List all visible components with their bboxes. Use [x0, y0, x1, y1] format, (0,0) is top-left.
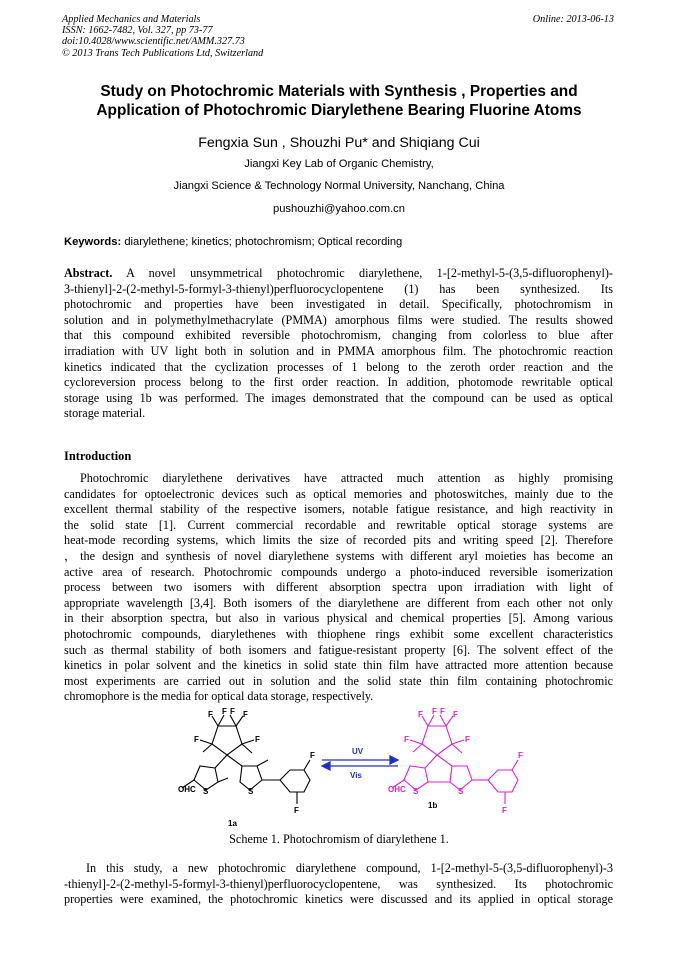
online-date: Online: 2013-06-13 [532, 14, 614, 25]
study-paragraph [64, 861, 613, 908]
label-f: F [465, 735, 470, 744]
abstract-line [64, 266, 613, 282]
intro-line: most experiments are carried out in solution and the solid state thin film containing photochromic [64, 673, 613, 688]
intro-line: kinetics in polar solvent and the kinetics in solid state thin film have attracted more attention because [64, 658, 613, 673]
introduction-heading: Introduction [64, 449, 132, 463]
keywords [64, 236, 402, 248]
vis-label: Vis [350, 771, 362, 780]
intro-line: appropriate wavelength [3,4]. Both isomers of the diarylethene are different from each other not only [64, 595, 613, 610]
author-email: pushouzhi@yahoo.com.cn [272, 203, 405, 215]
journal-doi: doi:10.4028/www.scientific.net/AMM.327.73 [62, 36, 245, 48]
label-f: F [453, 710, 458, 719]
abstract-line: that this compound exhibited reversible photochromism, changing from colorless to blue after [64, 328, 613, 343]
label-f: F [404, 735, 409, 744]
title-line-2: Application of Photochromic Diarylethene Bearing Fluorine Atoms [96, 102, 582, 119]
abstract-paragraph [64, 266, 613, 422]
intro-line: active area of research. Photochromic compounds undergo a photo-induced reversible isomerization [64, 564, 613, 579]
label-f: F [518, 751, 523, 760]
label-f: F [208, 710, 213, 719]
label-f: F [255, 735, 260, 744]
journal-copyright: © 2013 Trans Tech Publications Ltd, Switzerland [62, 47, 264, 59]
abstract-line-text: A novel unsymmetrical photochromic diarylethene, 1-[2-methyl-5-(3,5-difluorophenyl)- [112, 266, 613, 280]
intro-line: ，the design and synthesis of novel diarylethene systems with different aryl moieties has become an [64, 548, 613, 563]
intro-line: Photochromic diarylethene derivatives have attracted much attention as highly promising [80, 471, 613, 485]
label-s: S [248, 787, 254, 796]
keywords-label: Keywords: [64, 236, 122, 248]
abstract-line: irradiation with UV light both in solution and in PMMA amorphous film. The photochromic reaction [64, 343, 613, 358]
abstract-line: cycloreversion process belong to the first order reaction. In addition, photomode rewritable optical [64, 375, 613, 390]
molecule-1b [392, 715, 518, 804]
abstract-line: storage using 1b was performed. The images demonstrated that the compound can be used as optical [64, 390, 613, 405]
label-s: S [413, 787, 419, 796]
study-line: In this study, a new photochromic diarylethene compound, 1-[2-methyl-5-(3,5-difluorophenyl)-3 [86, 861, 613, 875]
label-cho: OHC [388, 785, 406, 794]
molecule-1a [182, 715, 310, 804]
intro-line: such as thermal stability of both isomers and fatigue-resistant property [6]. The solvent effect of the [64, 642, 613, 657]
intro-line: excellent thermal stability of the respective isomers, notable fatigue resistance, and high reactivity in [64, 502, 613, 517]
abstract-line: kinetics indicated that the cyclization processes of 1 belong to the zeroth order reaction and the [64, 359, 613, 374]
abstract-line: solution and in polymethylmethacrylate (PMMA) amorphous films were studied. The results showed [64, 312, 613, 327]
intro-line: in their absorption spectra, but also in various physical and chemical properties [5]. Among various [64, 611, 613, 626]
label-f: F [310, 751, 315, 760]
label-s: S [458, 787, 464, 796]
abstract-line: 3-thienyl]-2-(2-methyl-5-formyl-3-thienyl)perfluorocyclopentene (1) has been synthesized. Its [64, 281, 613, 296]
label-f: F [222, 708, 227, 716]
label-1a: 1a [228, 819, 237, 828]
journal-issn: ISSN: 1662-7482, Vol. 327, pp 73-77 [62, 25, 213, 37]
study-line: -thienyl]-2-(2-methyl-5-formyl-3-thienyl)perfluorocyclopentene, was synthesized. Its photochromic [64, 876, 613, 891]
scheme-caption: Scheme 1. Photochromism of diarylethene 1. [229, 832, 449, 846]
label-f: F [194, 735, 199, 744]
label-f: F [440, 708, 445, 716]
label-f: F [418, 710, 423, 719]
label-f: F [502, 806, 507, 815]
abstract-line: photochromic and properties have been investigated in detail. Specifically, photochromism in [64, 297, 613, 312]
author-list: Fengxia Sun , Shouzhi Pu* and Shiqiang Cui [198, 135, 480, 151]
photochromism-scheme [170, 708, 550, 830]
label-cho: OHC [178, 785, 196, 794]
intro-line: chromophore is the media for optical data storage, respectively. [64, 689, 374, 704]
study-line: properties were examined, the photochromic kinetics were discussed and its applied in optical storage [64, 892, 613, 907]
reaction-arrows [322, 756, 398, 770]
uv-label: UV [352, 747, 364, 756]
intro-line: photochromic compounds, diarylethenes with thiophene rings exhibit some excellent characteristics [64, 626, 613, 641]
journal-name: Applied Mechanics and Materials [62, 14, 201, 25]
label-f: F [243, 710, 248, 719]
abstract-label: Abstract. [64, 266, 113, 280]
label-s: S [203, 787, 209, 796]
paper-title [40, 82, 638, 120]
keywords-text: diarylethene; kinetics; photochromism; Optical recording [124, 236, 403, 248]
intro-line: the solid state [1]. Current commercial recordable and rewritable optical storage systems are [64, 517, 613, 532]
intro-line: process between two isomers with different absorption spectra upon irradiation with light of [64, 580, 613, 595]
affiliation-line-2: Jiangxi Science & Technology Normal University, Nanchang, China [173, 180, 505, 192]
abstract-line: storage material. [64, 406, 146, 421]
label-f: F [230, 708, 235, 716]
affiliation-line-1: Jiangxi Key Lab of Organic Chemistry, [244, 158, 434, 170]
intro-line: candidates for optoelectronic devices such as optical memories and photoswitches, mainly due to the [64, 486, 613, 501]
intro-line: heat-mode recording systems, which limits the size of recorded pits and writing speed [2]. Therefore [64, 533, 613, 548]
introduction-paragraph [64, 471, 613, 705]
label-f: F [432, 708, 437, 716]
label-f: F [294, 806, 299, 815]
label-1b: 1b [428, 801, 438, 810]
title-line-1: Study on Photochromic Materials with Synthesis , Properties and [100, 83, 578, 100]
